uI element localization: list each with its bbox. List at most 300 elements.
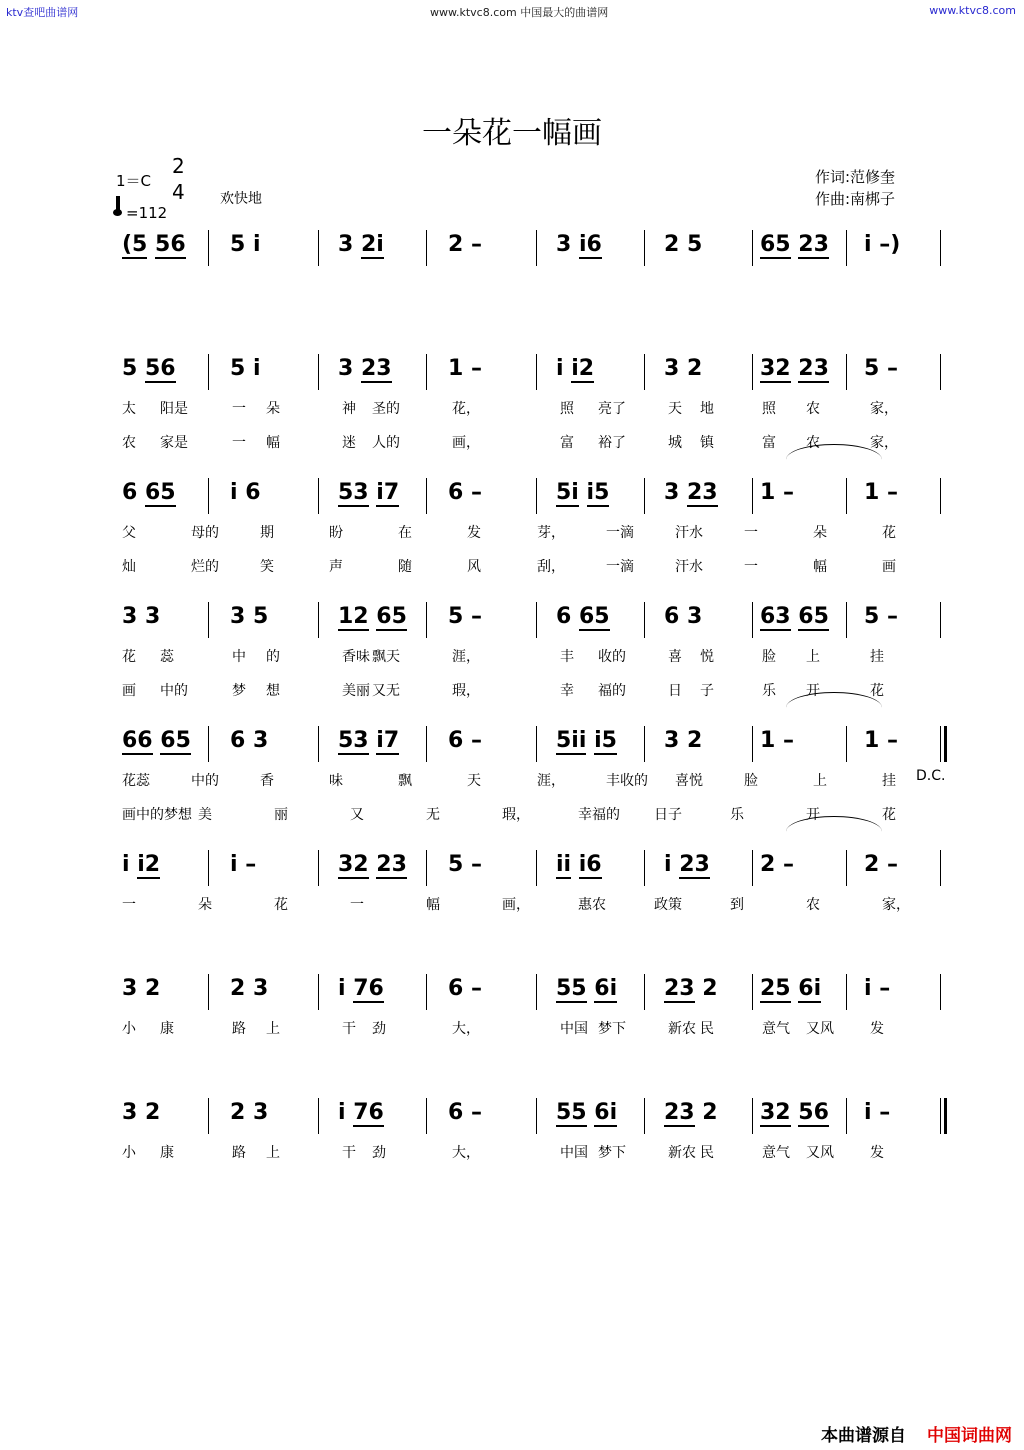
lyric-word: 烂的 — [191, 559, 219, 575]
lyric-word: 蕊 — [160, 649, 174, 665]
note-group: 1 — [448, 356, 464, 381]
note-group: i — [864, 232, 872, 257]
measure — [230, 356, 261, 381]
bar-line — [752, 726, 753, 762]
note-group: 23 — [798, 356, 829, 381]
measure — [760, 480, 794, 505]
lyric-word: 发 — [870, 1021, 884, 1037]
lyric-word: 干 — [342, 1021, 356, 1037]
lyric-word: 梦下 — [598, 1145, 626, 1161]
note-group: 32 — [760, 356, 791, 381]
lyric-word: 画， — [452, 435, 480, 451]
lyric-word: 开 — [806, 683, 820, 699]
lyric-word: 裕了 — [598, 435, 626, 451]
measure — [122, 852, 160, 879]
bar-line — [940, 354, 941, 390]
measure — [664, 480, 718, 507]
measure — [864, 480, 898, 505]
note-group: 6i — [798, 976, 822, 1001]
note-group: 23 — [686, 480, 718, 505]
lyric-word: 朵 — [813, 525, 827, 541]
lyric-word: 丰 — [560, 649, 574, 665]
lyric-word: 脸 — [744, 773, 758, 789]
final-bar-line — [944, 726, 947, 762]
lyricist: 作词:范修奎 — [815, 168, 896, 186]
lyric-word: 花 — [882, 807, 896, 823]
bar-line — [318, 726, 319, 762]
measure — [230, 728, 268, 753]
lyric-word: 康 — [160, 1145, 174, 1161]
lyric-word: 的 — [266, 649, 280, 665]
lyric-word: 小 — [122, 1145, 136, 1161]
note-group: 5 — [864, 604, 880, 629]
measure — [230, 1100, 268, 1125]
lyric-word: 随 — [398, 559, 412, 575]
note-group: 53 — [338, 480, 369, 505]
lyric-word: 期 — [260, 525, 274, 541]
measure — [230, 852, 256, 877]
bar-line — [846, 1098, 847, 1134]
lyric-word: 又无 — [372, 683, 400, 699]
note-group: i5 — [586, 480, 610, 505]
bar-line — [940, 850, 941, 886]
bar-line — [644, 602, 645, 638]
note-group: 6 — [448, 480, 464, 505]
lyric-word: 丽 — [274, 807, 288, 823]
lyric-word: 新农 — [668, 1145, 696, 1161]
measure — [864, 1100, 890, 1125]
bar-line — [318, 1098, 319, 1134]
note-group: –) — [879, 232, 901, 257]
note-group: i — [864, 976, 872, 1001]
header-left-site[interactable]: ktv查吧曲谱网 — [6, 6, 79, 19]
measure — [664, 356, 702, 381]
bar-line — [426, 478, 427, 514]
measure — [664, 728, 702, 753]
bar-line — [208, 354, 209, 390]
bar-line — [426, 850, 427, 886]
lyric-word: 神 — [342, 401, 356, 417]
lyric-word: 大， — [452, 1145, 480, 1161]
lyric-word: 农 — [806, 401, 820, 417]
measure — [556, 1100, 617, 1127]
bar-line — [644, 726, 645, 762]
note-group: 2 — [760, 852, 776, 877]
note-group: (5 — [122, 232, 148, 257]
note-group: – — [470, 728, 482, 753]
note-group: 1 — [864, 728, 880, 753]
measure — [122, 480, 176, 507]
lyric-word: 路 — [232, 1145, 246, 1161]
note-group: i — [556, 356, 564, 381]
note-group: 2i — [360, 232, 384, 257]
note-group: 55 — [556, 976, 587, 1001]
lyric-word: 朵 — [198, 897, 212, 913]
bar-line — [208, 230, 209, 266]
measure — [230, 976, 268, 1001]
note-group: – — [470, 356, 482, 381]
measure — [448, 604, 482, 629]
note-group: – — [470, 1100, 482, 1125]
bar-line — [318, 478, 319, 514]
key-signature: 1＝C — [116, 172, 152, 190]
note-group: i — [252, 232, 261, 257]
bar-line — [752, 850, 753, 886]
lyric-word: 美 — [198, 807, 212, 823]
lyric-word: 子 — [700, 683, 714, 699]
note-group: i2 — [571, 356, 595, 381]
note-group: – — [879, 976, 891, 1001]
lyric-word: 上 — [266, 1145, 280, 1161]
bar-line — [846, 850, 847, 886]
lyric-word: 乐 — [730, 807, 744, 823]
lyric-word: 中 — [232, 649, 246, 665]
measure — [338, 480, 399, 507]
bar-line — [940, 478, 941, 514]
lyric-word: 镇 — [700, 435, 714, 451]
tie-slur — [786, 692, 882, 723]
lyric-word: 收的 — [598, 649, 626, 665]
lyric-word: 涯， — [537, 773, 565, 789]
final-bar-line — [944, 1098, 947, 1134]
measure — [864, 232, 900, 257]
lyric-word: 梦 — [232, 683, 246, 699]
bar-line — [318, 602, 319, 638]
note-group: 2 — [686, 356, 703, 381]
bar-line — [940, 974, 941, 1010]
lyric-word: 发 — [467, 525, 481, 541]
note-group: – — [470, 976, 482, 1001]
note-group: – — [782, 852, 794, 877]
lyric-word: 亮了 — [598, 401, 626, 417]
note-group: i7 — [376, 728, 400, 753]
bar-line — [940, 602, 941, 638]
lyric-word: 政策 — [654, 897, 682, 913]
note-group: 5 — [122, 356, 138, 381]
lyric-word: 父 — [122, 525, 136, 541]
note-group: 32 — [760, 1100, 791, 1125]
lyric-word: 中的 — [191, 773, 219, 789]
lyric-word: 农 — [122, 435, 136, 451]
note-group: – — [886, 604, 898, 629]
note-group: 63 — [760, 604, 791, 629]
note-group: 1 — [760, 480, 776, 505]
lyric-word: 意气 — [762, 1021, 790, 1037]
lyric-word: 天 — [467, 773, 481, 789]
lyric-word: 幅 — [266, 435, 280, 451]
measure — [760, 1100, 829, 1127]
note-group: 3 — [122, 1100, 138, 1125]
lyric-word: 画中的梦想 — [122, 807, 192, 823]
measure — [664, 232, 702, 257]
note-group: – — [886, 852, 898, 877]
lyric-word: 汗水 — [675, 559, 703, 575]
bar-line — [426, 974, 427, 1010]
bar-line — [318, 230, 319, 266]
note-group: 56 — [155, 232, 186, 257]
measure — [448, 1100, 482, 1125]
lyric-word: 照 — [762, 401, 776, 417]
bar-line — [536, 726, 537, 762]
note-group: 5 — [448, 852, 464, 877]
note-group: 5i — [556, 480, 579, 505]
note-group: 2 — [702, 1100, 718, 1125]
measure — [448, 976, 482, 1001]
lyric-word: 迷 — [342, 435, 356, 451]
note-group: 6 — [448, 728, 464, 753]
lyric-word: 味 — [329, 773, 343, 789]
note-group: i5 — [594, 728, 617, 753]
note-group: 6 — [245, 480, 261, 505]
note-group: 53 — [338, 728, 369, 753]
lyric-word: 圣的 — [372, 401, 400, 417]
measure — [864, 976, 890, 1001]
note-group: 65 — [578, 604, 610, 629]
bar-line — [752, 354, 753, 390]
lyric-word: 地 — [700, 401, 714, 417]
lyric-word: 幅 — [813, 559, 827, 575]
note-group: 65 — [160, 728, 191, 753]
bar-line — [208, 1098, 209, 1134]
lyric-word: 悦 — [700, 649, 714, 665]
note-group: 5 — [448, 604, 464, 629]
note-group: 6i — [594, 1100, 618, 1125]
lyric-word: 一 — [350, 897, 364, 913]
header-right-site[interactable]: www.ktvc8.com — [929, 4, 1016, 17]
lyric-word: 幸 — [560, 683, 574, 699]
note-group: i — [252, 356, 261, 381]
lyric-word: 芽， — [537, 525, 565, 541]
note-group: 6 — [556, 604, 572, 629]
lyric-word: 灿 — [122, 559, 136, 575]
bar-line — [752, 602, 753, 638]
footer-source-site[interactable]: 中国词曲网 — [927, 1426, 1012, 1446]
measure — [122, 1100, 160, 1125]
lyric-word: 脸 — [762, 649, 776, 665]
lyric-word: 家， — [870, 435, 898, 451]
measure — [556, 480, 609, 507]
note-group: – — [470, 480, 482, 505]
lyric-word: 惠农 — [578, 897, 606, 913]
note-group: 2 — [864, 852, 880, 877]
song-title: 一朵花一幅画 — [422, 116, 602, 151]
bar-line — [846, 354, 847, 390]
note-group: 12 — [338, 604, 369, 629]
measure — [230, 480, 261, 505]
note-group: 3 — [230, 604, 246, 629]
lyric-word: 美丽 — [342, 683, 370, 699]
note-group: 5 — [252, 604, 269, 629]
note-group: 23 — [376, 852, 407, 877]
note-group: i — [864, 1100, 872, 1125]
note-group: 23 — [664, 976, 695, 1001]
dc-mark: D.C. — [916, 768, 946, 784]
measure — [864, 728, 898, 753]
lyric-word: 挂 — [882, 773, 896, 789]
note-group: 56 — [144, 356, 176, 381]
note-group: 23 — [679, 852, 710, 877]
note-group: – — [886, 356, 898, 381]
bar-line — [940, 230, 941, 266]
measure — [556, 728, 617, 755]
measure — [448, 728, 482, 753]
note-group: 1 — [760, 728, 776, 753]
bar-line — [208, 974, 209, 1010]
note-group: i — [122, 852, 130, 877]
lyric-word: 一 — [122, 897, 136, 913]
lyric-word: 花 — [870, 683, 884, 699]
lyric-word: 大， — [452, 1021, 480, 1037]
bar-line — [644, 230, 645, 266]
measure — [760, 728, 794, 753]
lyric-word: 发 — [870, 1145, 884, 1161]
measure — [664, 1100, 718, 1127]
lyric-word: 城 — [668, 435, 682, 451]
lyric-word: 幅 — [426, 897, 440, 913]
note-group: 3 — [252, 976, 269, 1001]
lyric-word: 福的 — [598, 683, 626, 699]
bar-line — [644, 354, 645, 390]
measure — [864, 604, 898, 629]
lyric-word: 花 — [274, 897, 288, 913]
lyric-word: 中国 — [560, 1145, 588, 1161]
note-group: 5 — [230, 356, 246, 381]
header-center-text: www.ktvc8.com 中国最大的曲谱网 — [430, 6, 609, 19]
note-group: 66 — [122, 728, 153, 753]
measure — [122, 232, 186, 259]
lyric-word: 上 — [266, 1021, 280, 1037]
bar-line — [846, 602, 847, 638]
lyric-word: 风 — [467, 559, 481, 575]
tie-slur — [786, 444, 882, 475]
lyric-word: 一滴 — [606, 559, 634, 575]
note-group: 6 — [664, 604, 680, 629]
measure — [556, 356, 594, 383]
note-group: i — [338, 976, 346, 1001]
measure — [338, 852, 407, 879]
note-group: 3 — [664, 480, 680, 505]
lyric-word: 画 — [122, 683, 136, 699]
lyric-word: 挂 — [870, 649, 884, 665]
bar-line — [208, 726, 209, 762]
measure — [338, 604, 407, 631]
lyric-word: 声 — [329, 559, 343, 575]
measure — [338, 976, 384, 1003]
measure — [760, 976, 821, 1003]
note-group: 2 — [230, 1100, 246, 1125]
lyric-word: 劲 — [372, 1021, 386, 1037]
lyric-word: 日子 — [654, 807, 682, 823]
measure — [122, 604, 160, 629]
note-group: 2 — [448, 232, 464, 257]
measure — [448, 232, 482, 257]
measure — [760, 604, 829, 631]
measure — [556, 976, 617, 1003]
note-group: 23 — [798, 232, 829, 257]
lyric-word: 家， — [882, 897, 910, 913]
bar-line — [536, 478, 537, 514]
note-group: 2 — [702, 976, 718, 1001]
note-head-icon — [113, 209, 122, 216]
measure — [122, 356, 176, 383]
bar-line — [940, 726, 941, 762]
measure — [664, 976, 718, 1003]
note-group: 6 — [122, 480, 138, 505]
note-group: i — [338, 1100, 346, 1125]
note-group: 65 — [144, 480, 176, 505]
note-group: i6 — [578, 232, 602, 257]
note-group: – — [879, 1100, 891, 1125]
tempo: =112 — [126, 204, 168, 222]
lyric-word: 一滴 — [606, 525, 634, 541]
note-group: 32 — [338, 852, 369, 877]
note-group: 2 — [664, 232, 680, 257]
note-group: i — [664, 852, 672, 877]
note-group: i6 — [578, 852, 602, 877]
note-group: 3 — [252, 728, 269, 753]
note-group: i2 — [137, 852, 161, 877]
note-group: 5 — [230, 232, 246, 257]
lyric-word: 小 — [122, 1021, 136, 1037]
note-group: 3 — [664, 356, 680, 381]
bar-line — [426, 354, 427, 390]
lyric-word: 一 — [744, 525, 758, 541]
bar-line — [318, 974, 319, 1010]
lyric-word: 日 — [668, 683, 682, 699]
lyric-word: 意气 — [762, 1145, 790, 1161]
lyric-word: 幸福的 — [578, 807, 620, 823]
bar-line — [846, 974, 847, 1010]
lyric-word: 民 — [700, 1021, 714, 1037]
note-group: 56 — [798, 1100, 829, 1125]
lyric-word: 家， — [870, 401, 898, 417]
lyric-word: 富 — [762, 435, 776, 451]
note-group: 6 — [230, 728, 246, 753]
bar-line — [208, 602, 209, 638]
note-group: 2 — [230, 976, 246, 1001]
lyric-word: 刮， — [537, 559, 565, 575]
bar-line — [426, 1098, 427, 1134]
lyric-word: 飘天 — [372, 649, 400, 665]
bar-line — [752, 1098, 753, 1134]
lyric-word: 中国 — [560, 1021, 588, 1037]
lyric-word: 香 — [260, 773, 274, 789]
bar-line — [644, 974, 645, 1010]
lyric-word: 母的 — [191, 525, 219, 541]
lyric-word: 太 — [122, 401, 136, 417]
note-group: 23 — [360, 356, 392, 381]
measure — [122, 728, 191, 755]
bar-line — [426, 230, 427, 266]
note-group: 2 — [144, 976, 161, 1001]
measure — [864, 852, 898, 877]
lyric-word: 花， — [452, 401, 480, 417]
lyric-word: 涯， — [452, 649, 480, 665]
note-group: 2 — [686, 728, 703, 753]
lyric-word: 家是 — [160, 435, 188, 451]
lyric-word: 喜悦 — [675, 773, 703, 789]
measure — [664, 604, 702, 629]
footer-source-label: 本曲谱源自 — [821, 1426, 906, 1446]
bar-line — [536, 850, 537, 886]
note-group: 5 — [864, 356, 880, 381]
bar-line — [644, 850, 645, 886]
note-group: – — [470, 232, 482, 257]
lyric-word: 一 — [232, 435, 246, 451]
lyric-word: 瑕， — [452, 683, 480, 699]
lyric-word: 中的 — [160, 683, 188, 699]
note-group: 3 — [338, 356, 354, 381]
